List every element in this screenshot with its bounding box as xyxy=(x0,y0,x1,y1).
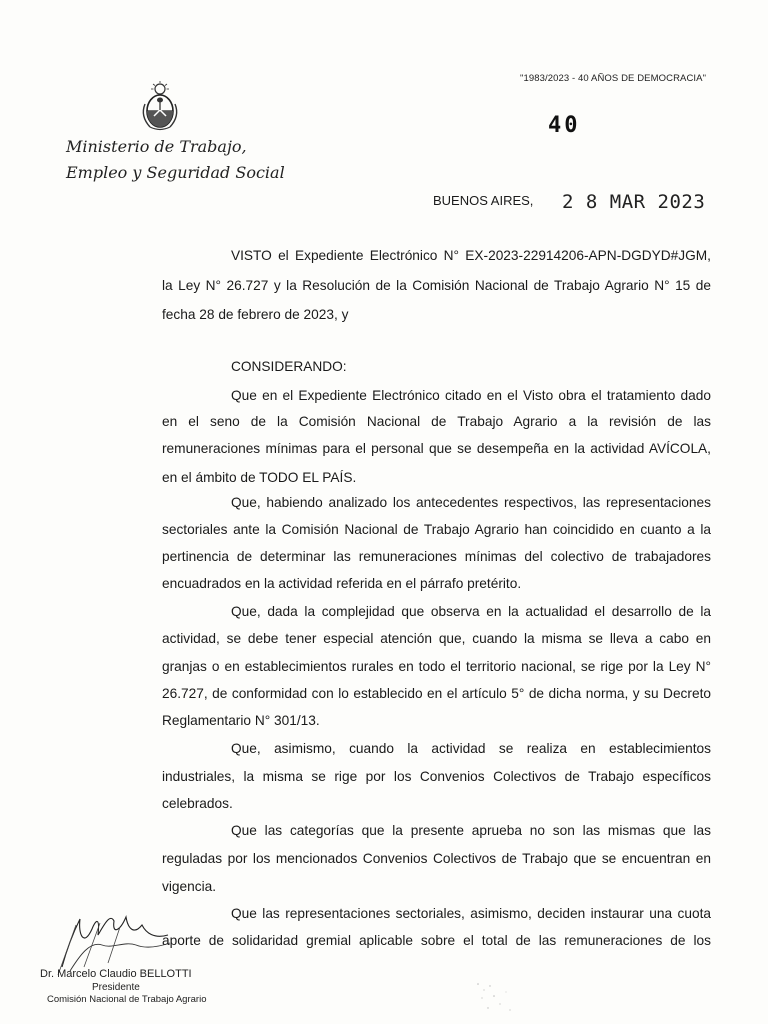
body-line: en el seno de la Comisión Nacional de Trabajo Agrario a la revisión de las xyxy=(162,414,711,429)
body-line: Que las categorías que la presente aprueba no son las mismas que las xyxy=(231,823,711,838)
signatory-organization: Comisión Nacional de Trabajo Agrario xyxy=(47,994,207,1005)
body-line: la Ley N° 26.727 y la Resolución de la Comisión Nacional de Trabajo Agrario N° 15 de xyxy=(162,278,711,293)
body-line: Que, habiendo analizado los antecedentes respectivos, las representaciones xyxy=(231,495,711,510)
signatory-title: Presidente xyxy=(92,982,140,993)
body-line: vigencia. xyxy=(162,879,217,894)
resolution-number: 40 xyxy=(548,113,581,138)
ministry-name xyxy=(66,134,285,186)
body-line: reguladas por los mencionados Convenios Colectivos de Trabajo que se encuentran en xyxy=(162,851,711,866)
body-line: celebrados. xyxy=(162,796,233,811)
body-line: fecha 28 de febrero de 2023, y xyxy=(162,307,349,322)
scan-noise xyxy=(470,978,530,1018)
body-line: industriales, la misma se rige por los Convenios Colectivos de Trabajo específicos xyxy=(162,769,711,784)
commemorative-slogan: "1983/2023 - 40 AÑOS DE DEMOCRACIA" xyxy=(520,73,707,84)
body-line: VISTO el Expediente Electrónico N° EX-2023-22914206-APN-DGDYD#JGM, xyxy=(231,248,711,263)
body-line: sectoriales ante la Comisión Nacional de Trabajo Agrario han coincidido en cuanto a la xyxy=(162,522,711,537)
body-line: en el ámbito de TODO EL PAÍS. xyxy=(162,470,357,485)
body-line: Reglamentario N° 301/13. xyxy=(162,713,320,728)
body-line: granjas o en establecimientos rurales en todo el territorio nacional, se rige por la Ley N° xyxy=(162,659,711,674)
body-line: Que en el Expediente Electrónico citado en el Visto obra el tratamiento dado xyxy=(231,388,711,403)
ministry-name-line-2: Empleo y Seguridad Social xyxy=(66,163,285,182)
body-line: actividad, se debe tener especial atención que, cuando la misma se lleva a cabo en xyxy=(162,631,711,646)
body-line: remuneraciones mínimas para el personal que se desempeña en la actividad AVÍCOLA, xyxy=(162,441,711,456)
body-line: Que las representaciones sectoriales, asimismo, deciden instaurar una cuota xyxy=(231,906,711,921)
body-line: pertinencia de determinar las remuneraciones mínimas del colectivo de trabajadores xyxy=(162,549,711,564)
ministry-name-line-1: Ministerio de Trabajo, xyxy=(66,137,247,156)
body-line: Que, dada la complejidad que observa en la actualidad el desarrollo de la xyxy=(231,604,711,619)
body-line: 26.727, de conformidad con lo establecido en el artículo 5° de dicha norma, y su Decreto xyxy=(162,686,711,701)
body-line: encuadrados en la actividad referida en el párrafo pretérito. xyxy=(162,576,522,591)
body-line: aporte de solidaridad gremial aplicable sobre el total de las remuneraciones de los xyxy=(162,933,711,948)
body-line: Que, asimismo, cuando la actividad se realiza en establecimientos xyxy=(231,741,711,756)
place-label: BUENOS AIRES, xyxy=(433,193,534,208)
signatory-name: Dr. Marcelo Claudio BELLOTTI xyxy=(40,968,192,980)
date-stamp: 2 8 MAR 2023 xyxy=(562,191,706,213)
considerando-heading: CONSIDERANDO: xyxy=(231,359,347,374)
national-coat-of-arms-seal xyxy=(136,80,184,134)
